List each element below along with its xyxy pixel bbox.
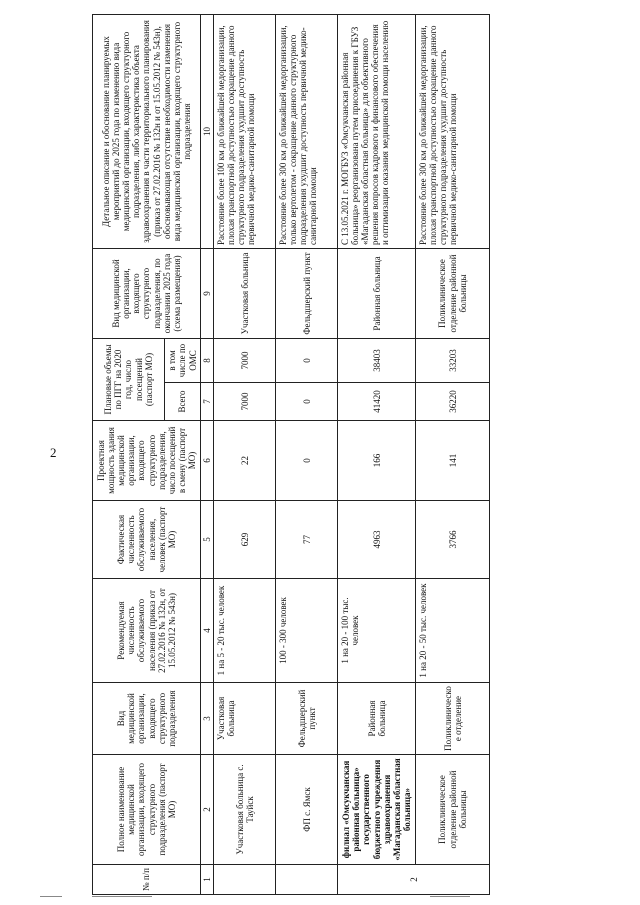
header-row	[93, 15, 165, 895]
colnum-10: 10	[201, 15, 214, 249]
header-total: Всего	[165, 383, 201, 421]
description: Расстояние более 100 км до ближайшей медорганизации, плохая транспортной доступностью сокращение данного структурного подразделения ухудшит доступность первичной медико-санитарной помощи	[214, 15, 276, 249]
description: Расстояние более 300 км до ближайшей медорганизации, плохая транспортной доступностью сокращение данного структурного подразделения ухудшит доступность первичной медико-санитарной помощи	[416, 15, 490, 249]
header-type: Вид медицинской организации, входящего структурного подразделения	[93, 683, 201, 755]
recommended-population: 1 на 20 - 50 тыс. человек	[416, 579, 490, 683]
org-type: Районная больница	[338, 683, 416, 755]
type-2025: Поликлиническое отделение районной больницы	[416, 249, 490, 339]
planned-oms: 7000	[214, 339, 276, 383]
colnum-1: 1	[201, 865, 214, 895]
planned-oms: 33203	[416, 339, 490, 383]
row-no: 2	[338, 865, 490, 895]
org-name: ФП с. Ямск	[276, 755, 338, 865]
actual-population: 3766	[416, 501, 490, 579]
recommended-population: 1 на 5 - 20 тыс. человек	[214, 579, 276, 683]
org-type: Поликлиническое отделение	[416, 683, 490, 755]
colnum-5: 5	[201, 501, 214, 579]
colnum-7: 7	[201, 383, 214, 421]
planned-total: 41420	[338, 383, 416, 421]
scan-mark	[40, 896, 62, 897]
description: С 13.05.2021 г. МОГБУЗ «Омсукчанская районная больница» реорганизована путем присоединения к ГБУЗ «Магаданская областная больница» для объективного решения вопросов кадрового и финансового обеспечения и оптимизации оказания медицинской помощи населению	[338, 15, 416, 249]
colnum-4: 4	[201, 579, 214, 683]
colnum-9: 9	[201, 249, 214, 339]
design-capacity: 166	[338, 421, 416, 501]
header-actual: Фактическая численность обслуживаемого населения, человек (паспорт МО)	[93, 501, 201, 579]
table-row	[416, 15, 490, 895]
design-capacity: 22	[214, 421, 276, 501]
description: Расстояние более 300 км до ближайшей медорганизации, только вертолетом - сокращение данного структурного подразделения ухудшит доступность первичной медико-санитарной помощи	[276, 15, 338, 249]
org-name: филиал «Омсукчанская районная больница» государственного бюджетного учреждения здравоохранения «Магаданская областная больница»	[338, 755, 416, 865]
type-2025: Фельдшерский пункт	[276, 249, 338, 339]
planned-total: 7000	[214, 383, 276, 421]
org-type: Участковая больница	[214, 683, 276, 755]
scan-mark	[92, 896, 152, 897]
actual-population: 4963	[338, 501, 416, 579]
org-name: Участковая больница с. Тауйск	[214, 755, 276, 865]
design-capacity: 141	[416, 421, 490, 501]
colnum-6: 6	[201, 421, 214, 501]
header-recommended: Рекомендуемая численность обслуживаемого населения (приказ от 27.02.2016 № 132н, от 15.05.2012 № 543н)	[93, 579, 201, 683]
planned-total: 0	[276, 383, 338, 421]
type-2025: Районная больница	[338, 249, 416, 339]
planned-oms: 38403	[338, 339, 416, 383]
table-row	[214, 15, 276, 895]
org-name: Поликлиническое отделение районной больницы	[416, 755, 490, 865]
actual-population: 77	[276, 501, 338, 579]
header-capacity: Проектная мощность здания медицинской организации, входящего структурного подразделения, число посещений в смену (паспорт МО)	[93, 421, 201, 501]
row-no	[214, 865, 276, 895]
row-no	[276, 865, 338, 895]
org-type: Фельдшерский пункт	[276, 683, 338, 755]
recommended-population: 100 - 300 человек	[276, 579, 338, 683]
rotated-table-sheet	[92, 15, 532, 895]
scan-edge-marks	[0, 891, 640, 897]
header-name: Полное наименование медицинской организации, входящего структурного подразделения (паспорт МО)	[93, 755, 201, 865]
colnum-8: 8	[201, 339, 214, 383]
planned-oms: 0	[276, 339, 338, 383]
table-row	[338, 15, 416, 895]
column-numbers-row	[201, 15, 214, 895]
header-no: № п/п	[93, 865, 201, 895]
medical-organizations-table	[92, 14, 490, 895]
header-type-2025: Вид медицинской организации, входящего структурного подразделения, по окончании 2025 года (схема размещения)	[93, 249, 201, 339]
design-capacity: 0	[276, 421, 338, 501]
actual-population: 629	[214, 501, 276, 579]
scan-mark	[430, 896, 470, 897]
header-oms: в том числе по ОМС	[165, 339, 201, 383]
recommended-population: 1 на 20 - 100 тыс. человек	[338, 579, 416, 683]
header-planned-volumes: Плановые объемы по ПГГ на 2020 год, число посещений (паспорт МО)	[93, 339, 165, 421]
colnum-2: 2	[201, 755, 214, 865]
header-description: Детальное описание и обоснование планируемых мероприятий до 2025 года по изменению вида медицинской организации, входящего структурного подразделения, либо характеристика объекта здравоохранения в части территориального планирования (приказ от 27.02.2016 № 132н и от 15.05.2012 № 543н), обосновывающая отсутствие необходимости изменения вида медицинской организации, входящего структурного подразделения	[93, 15, 201, 249]
colnum-3: 3	[201, 683, 214, 755]
page-number: 2	[50, 445, 57, 460]
type-2025: Участковая больница	[214, 249, 276, 339]
planned-total: 36220	[416, 383, 490, 421]
table-row	[276, 15, 338, 895]
